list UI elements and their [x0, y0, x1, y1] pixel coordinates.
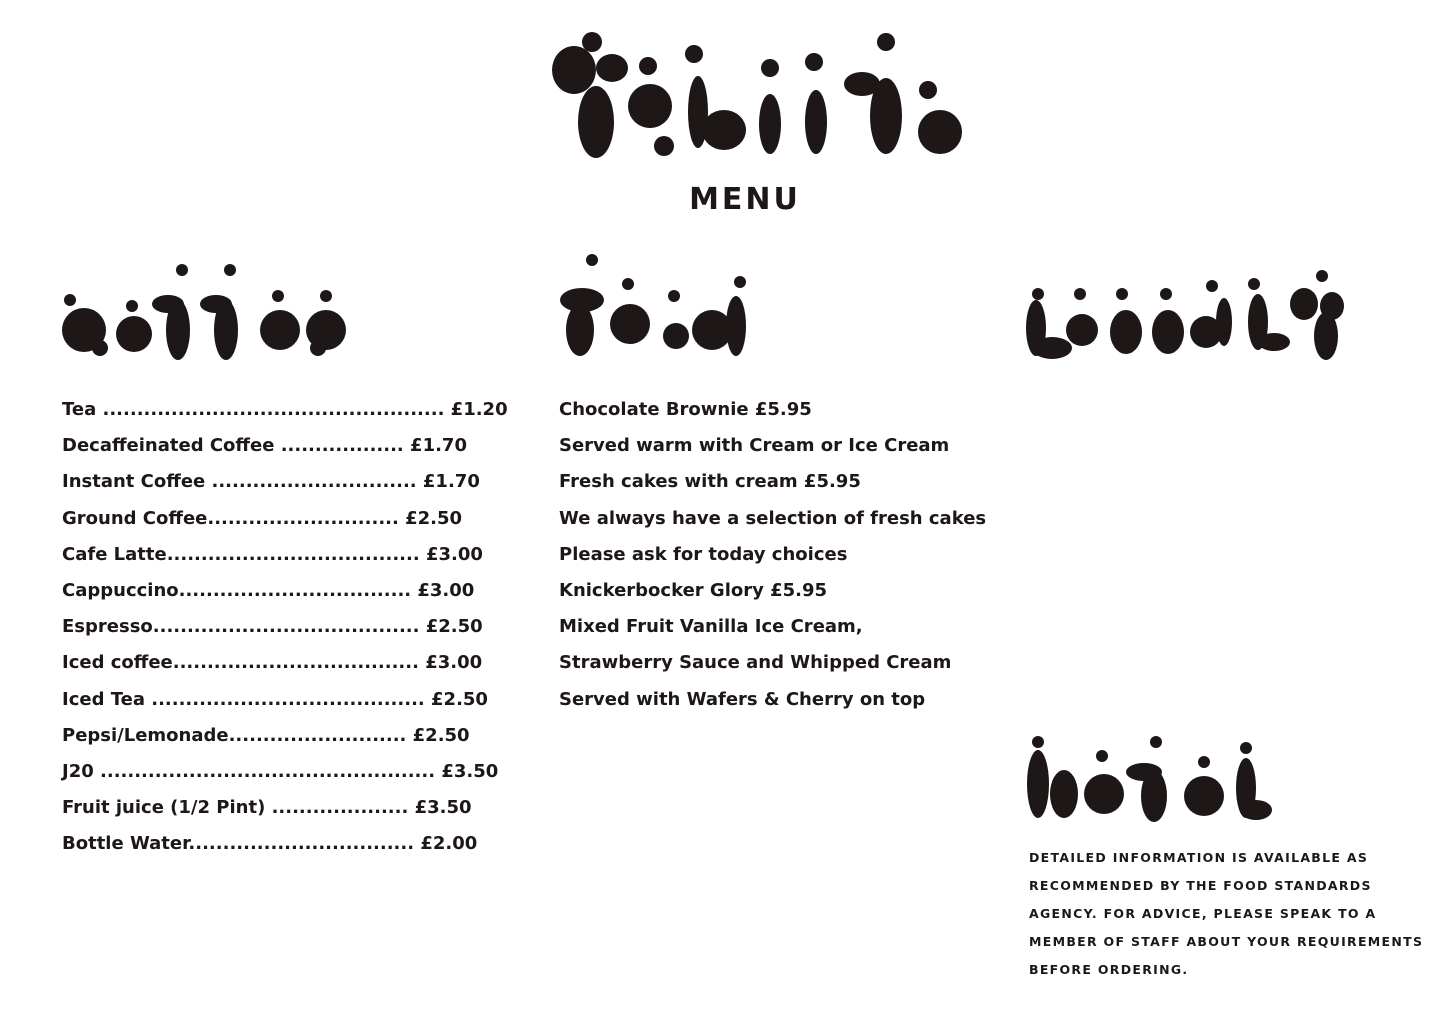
coffee-item-j20: J20 ................................................. £3.50: [62, 760, 499, 782]
coffee-item-water: Bottle Water................................. £2.00: [62, 833, 478, 855]
coffee-item-latte: Cafe Latte..................................... £3.00: [62, 543, 483, 565]
food-line: Strawberry Sauce and Whipped Cream: [559, 652, 952, 674]
food-line: Fresh cakes with cream £5.95: [559, 471, 861, 493]
food-heading: [552, 250, 762, 362]
coffee-item-cappuccino: Cappuccino.................................. £3.00: [62, 579, 475, 601]
food-line: Mixed Fruit Vanilla Ice Cream,: [559, 616, 863, 638]
food-line: Served with Wafers & Cherry on top: [559, 688, 926, 710]
hotel-heading: [1024, 732, 1284, 828]
coffee-item-ground: Ground Coffee............................ £2.50: [62, 507, 463, 529]
laundry-heading: [1022, 266, 1352, 366]
food-line: We always have a selection of fresh cakes: [559, 507, 987, 529]
food-line: Please ask for today choices: [559, 543, 848, 565]
coffee-price-list: [62, 396, 508, 866]
menu-title: MENU: [689, 182, 801, 217]
food-list: [559, 396, 986, 722]
yobiito-logo: [548, 28, 968, 168]
coffee-item-tea: Tea .................................................. £1.20: [62, 399, 508, 420]
coffee-item-iced-coffee: Iced coffee.................................... £3.00: [62, 652, 483, 674]
coffee-item-pepsi: Pepsi/Lemonade.......................... £2.50: [62, 724, 470, 746]
coffee-item-fruit-juice: Fruit juice (1/2 Pint) .................... £3.50: [62, 797, 472, 819]
allergen-notice: DETAILED INFORMATION IS AVAILABLE AS RECOMMENDED BY THE FOOD STANDARDS AGENCY. FOR ADVICE, PLEASE SPEAK TO A MEMBER OF STAFF ABOUT YOUR REQUIREMENTS BEFORE ORDERING.: [1029, 850, 1424, 977]
coffee-item-iced-tea: Iced Tea ........................................ £2.50: [62, 688, 488, 710]
coffee-item-espresso: Espresso....................................... £2.50: [62, 616, 483, 638]
coffee-item-instant: Instant Coffee .............................. £1.70: [62, 471, 480, 493]
coffee-heading: [56, 262, 346, 362]
food-line: Knickerbocker Glory £5.95: [559, 579, 828, 601]
food-line: Served warm with Cream or Ice Cream: [559, 435, 950, 457]
food-line: Chocolate Brownie £5.95: [559, 399, 812, 420]
coffee-item-decaf: Decaffeinated Coffee .................. £1.70: [62, 435, 467, 457]
